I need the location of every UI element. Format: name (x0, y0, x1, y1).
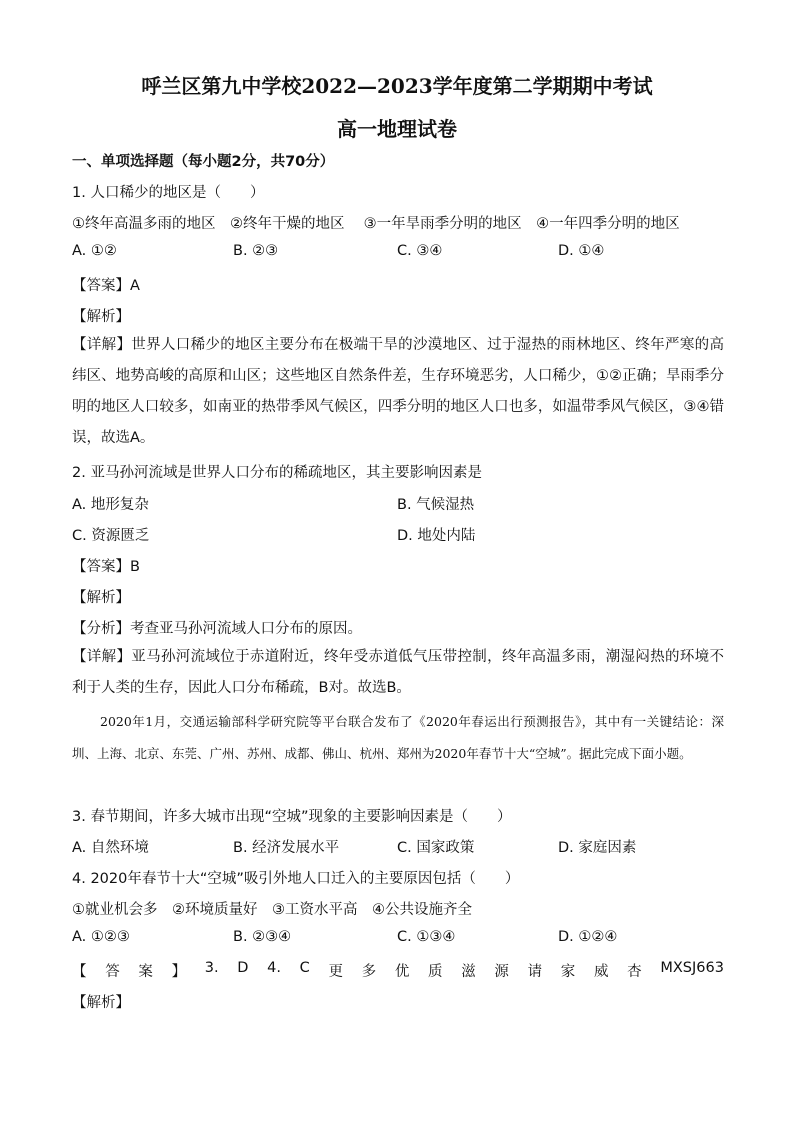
question-3-option-d: D. 家庭因素 (558, 840, 637, 856)
question-2-analysis-label: 【解析】 (72, 590, 130, 606)
answer-char: 多 (361, 964, 377, 980)
exam-title: 呼兰区第九中学校2022—2023学年度第二学期期中考试 (141, 74, 653, 98)
answer-char: 答 (105, 964, 120, 980)
question-1-analysis-label: 【解析】 (72, 309, 130, 325)
answer-char: 4. (267, 960, 281, 976)
question-1-answer: 【答案】A (72, 278, 140, 294)
answer-char: 杏 (627, 964, 642, 980)
question-4-option-c: C. ①③④ (397, 929, 456, 945)
question-1-detail: 【详解】世界人口稀少的地区主要分布在极端干旱的沙漠地区、过于湿热的雨林地区、终年严寒的高纬区、地势高峻的高原和山区；这些地区自然条件差，生存环境恶劣，人口稀少，①②正确；旱雨季分明的地区人口较多，如南亚的热带季风气候区，四季分明的地区人口也多，如温带季风气候区，③④错误，故选A。 (72, 337, 724, 446)
question-3-option-a: A. 自然环境 (72, 840, 149, 856)
question-2-answer: 【答案】B (72, 559, 140, 575)
answer-char: D (237, 960, 249, 976)
question-3-4-answer (72, 960, 724, 981)
question-1-stem: 1. 人口稀少的地区是（ ） (72, 185, 265, 201)
question-1-option-d: D. ①④ (558, 243, 605, 259)
question-2-detail: 【详解】亚马孙河流域位于赤道附近，终年受赤道低气压带控制，终年高温多雨，潮湿闷热的环境不利于人类的生存，因此人口分布稀疏，B对。故选B。 (72, 649, 724, 696)
answer-char: 更 (328, 964, 343, 980)
answer-char: 】 (171, 964, 187, 980)
answer-char: 3. (204, 960, 219, 976)
question-2-option-b: B. 气候湿热 (397, 497, 475, 513)
section-heading: 一、单项选择题（每小题2分，共70分） (72, 154, 335, 170)
answer-char: MXSJ663 (660, 960, 724, 976)
question-4-option-d: D. ①②④ (558, 929, 618, 945)
question-2-option-d: D. 地处内陆 (397, 528, 476, 544)
answer-char: C (299, 960, 310, 976)
answer-char: 源 (494, 964, 509, 980)
exam-subtitle: 高一地理试卷 (337, 117, 457, 141)
answer-char: 案 (138, 964, 153, 980)
question-2-option-c: C. 资源匮乏 (72, 528, 150, 544)
question-3-option-b: B. 经济发展水平 (233, 840, 340, 856)
answer-char: 家 (560, 964, 576, 980)
question-2-stem: 2. 亚马孙河流域是世界人口分布的稀疏地区，其主要影响因素是 (72, 465, 482, 481)
answer-char: 滋 (461, 964, 476, 980)
question-2-fenxi: 【分析】考查亚马孙河流域人口分布的原因。 (72, 621, 362, 637)
question-4-option-b: B. ②③④ (233, 929, 292, 945)
answer-char: 【 (72, 964, 87, 980)
question-2-option-a: A. 地形复杂 (72, 497, 149, 513)
material-passage: 2020年1月，交通运输部科学研究院等平台联合发布了《2020年春运出行预测报告》，其中有一关键结论：深圳、上海、北京、东莞、广州、苏州、成都、佛山、杭州、郑州为2020年春节十大“空城”。据此完成下面小题。 (72, 714, 724, 761)
question-1-items: ①终年高温多雨的地区 ②终年干燥的地区 ③一年旱雨季分明的地区 ④一年四季分明的地区 (72, 216, 680, 232)
question-4-stem: 4. 2020年春节十大“空城”吸引外地人口迁入的主要原因包括（ ） (72, 871, 520, 887)
question-1-option-a: A. ①② (72, 243, 117, 259)
question-4-option-a: A. ①②③ (72, 929, 130, 945)
answer-char: 质 (428, 964, 443, 980)
answer-char: 请 (527, 964, 543, 980)
question-4-items: ①就业机会多 ②环境质量好 ③工资水平高 ④公共设施齐全 (72, 902, 472, 918)
question-1-option-b: B. ②③ (233, 243, 279, 259)
question-3-option-c: C. 国家政策 (397, 840, 475, 856)
answer-char: 威 (593, 964, 609, 980)
answer-char: 优 (394, 964, 410, 980)
question-1-option-c: C. ③④ (397, 243, 443, 259)
question-3-4-analysis-label: 【解析】 (72, 995, 130, 1011)
question-3-stem: 3. 春节期间，许多大城市出现“空城”现象的主要影响因素是（ ） (72, 809, 512, 825)
